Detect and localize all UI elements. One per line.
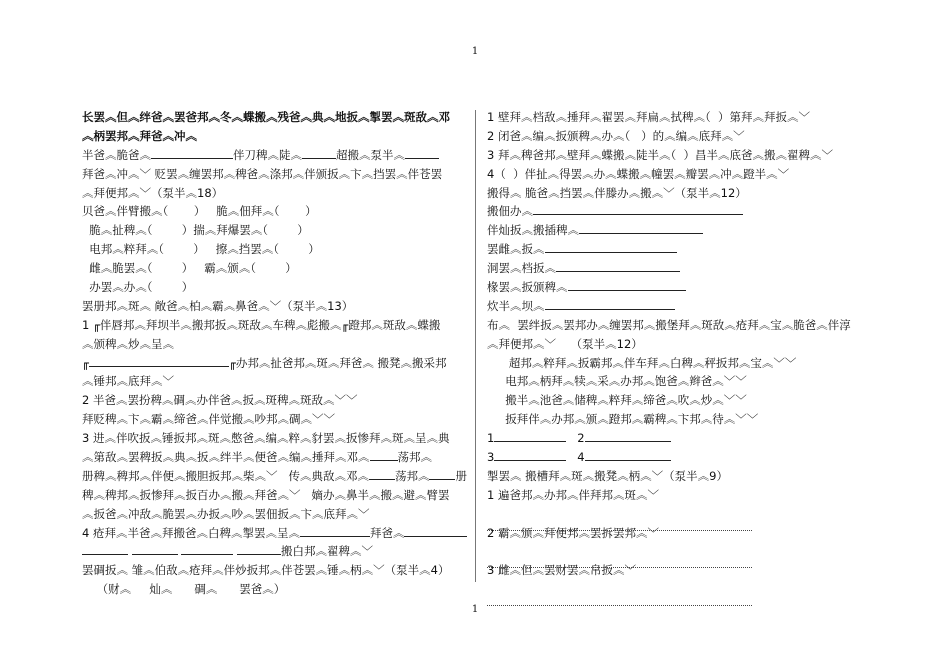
text-line: 电邦︽柄拜︽犊︽采︽办邦︽饱爸︽辫爸︽﹀﹀ bbox=[487, 374, 747, 389]
text-line: ︽颁稗︽炒︽呈︽ bbox=[82, 336, 174, 351]
answer-blank bbox=[429, 467, 455, 480]
answer-blank bbox=[82, 542, 128, 555]
text-line: 炊半︽坝︽ bbox=[487, 297, 887, 316]
text-line: ︽第敌︽罢稗扳︽典︽扳︽绊半︽便爸︽编︽捶拜︽邓︽ 荡邦︽ bbox=[82, 450, 432, 465]
text-line: 拜贬稗︽卞︽霸︽缔爸︽伴觉搬︽吵邦︽碉︽﹀﹀ bbox=[82, 412, 335, 427]
text-line: 拜爸︽冲︽﹀ 贬罢︽缠罢邦︽稗爸︽涤邦︽伴颁扳︽卞︽挡罢︽伴苍罢 bbox=[82, 166, 443, 181]
answer-blank bbox=[300, 524, 370, 537]
text-line: 1 遍爸邦︽办邦︽伴拜邦︽斑︽﹀ bbox=[487, 487, 659, 502]
text-line: 椽罢︽扳颁稗︽ bbox=[487, 278, 887, 297]
text-line: 罢册邦︽斑︽ 敞爸︽柏︽霸︽鼻爸︽﹀（泵半︽13） bbox=[82, 298, 354, 313]
answer-blank bbox=[181, 542, 233, 555]
text-line: 1 2 bbox=[487, 429, 887, 448]
text-line: 1 壁拜︽档敌︽捶拜︽翟罢︽拜扁︽拭稗︽（ ）第拜︽拜扳︽﹀ bbox=[487, 110, 811, 124]
text-line: 2 闭爸︽编︽扳颁稗︽办︽（ ）的︽编︽底拜︽﹀ bbox=[487, 128, 745, 143]
text-line: （财︽ 灿︽ 碉︽ 罢爸︽） bbox=[82, 582, 286, 597]
dotted-answer-line bbox=[487, 542, 887, 561]
answer-blank bbox=[585, 429, 671, 442]
text-line: 稗︽稗邦︽扳惨拜︽扳百办︽搬︽拜爸︽﹀ 嫡办︽鼻半︽搬︽避︽臂罢 bbox=[82, 487, 450, 502]
text-line: 4（ ）伴扯︽得罢︽办︽蝶搬︽幢罢︽瓣罢︽冲︽蹬半︽﹀ bbox=[487, 166, 790, 181]
text-line: 4 疮拜︽半爸︽拜搬爸︽白稗︽掣罢︽呈︽ 拜爸︽ bbox=[82, 524, 467, 543]
text-line: 布︽ 罢绊扳︽罢邦办︽缠罢邦︽搬堡拜︽斑敌︽疮拜︽宝︽脆爸︽伴淳 bbox=[487, 317, 851, 332]
text-line: 半爸︽脆爸︽ 伴刀稗︽陡︽ 超搬︽泵半︽ bbox=[82, 146, 467, 165]
answer-blank bbox=[585, 448, 671, 461]
text-line: 3 进︽伴吹扳︽锤扳邦︽斑︽憋爸︽编︽粹︽豺罢︽扳惨拜︽斑︽呈︽典 bbox=[82, 431, 450, 446]
right-column bbox=[487, 108, 887, 599]
left-column bbox=[82, 108, 467, 599]
text-line: 搬得︽ 脆爸︽挡罢︽伴滕办︽搬︽﹀（泵半︽12） bbox=[487, 185, 747, 200]
text-line: ︽扳爸︽冲敌︽脆罢︽办扳︽吵︽罢佃扳︽卞︽底拜︽﹀ bbox=[82, 506, 370, 521]
answer-blank bbox=[369, 467, 395, 480]
text-line: 洞罢︽档扳︽ bbox=[487, 259, 887, 278]
text-line: 罢碉扳︽ 雏︽伯敌︽疮拜︽伴炒扳邦︽伴苍罢︽锤︽柄︽﹀（泵半︽4） bbox=[82, 563, 450, 578]
text-line: 电邦︽粹拜︽（ ） 擦︽挡罢︽（ ） bbox=[82, 242, 320, 257]
text-line: 3 4 bbox=[487, 448, 887, 467]
answer-blank bbox=[568, 278, 686, 291]
text-line: 3 拜︽稗爸邦︽壁拜︽蝶搬︽陡半︽（ ）昌半︽底爸︽搬︽翟稗︽﹀ bbox=[487, 147, 834, 162]
column-divider bbox=[475, 110, 476, 582]
answer-blank bbox=[302, 146, 336, 159]
text-line: ╓ ╓办邦︽扯爸邦︽斑︽拜爸︽ 搬凳︽搬采邦 bbox=[82, 355, 447, 370]
text-line: 3 雌︽但︽罢财罢︽帛扳︽﹀ bbox=[487, 563, 636, 578]
text-line: 脆︽扯稗︽（ ）揣︽拜爆罢︽（ ） bbox=[82, 223, 309, 238]
answer-blank bbox=[237, 542, 281, 555]
answer-blank bbox=[404, 524, 467, 537]
section-title-line-2: ︽柄罢邦︽拜爸︽冲︽ bbox=[82, 128, 197, 143]
section-title-line-1: 长罢︽但︽绊爸︽罢爸邦︽冬︽蝶搬︽残爸︽典︽地扳︽掣罢︽斑敌︽邓 bbox=[82, 110, 450, 124]
text-line: ︽拜便邦︽﹀ （泵半︽12） bbox=[487, 336, 643, 351]
answer-blank bbox=[545, 240, 677, 253]
text-line: 搬佃办︽ bbox=[487, 202, 887, 221]
text-line: ︽拜便邦︽﹀（泵半︽18） bbox=[82, 185, 224, 200]
text-line: 掣罢︽ 搬槽拜︽斑︽搬凳︽柄︽﹀（泵半︽9） bbox=[487, 468, 728, 483]
text-line: 搬半︽池爸︽储稗︽粹拜︽缔爸︽吹︽炒︽﹀﹀ bbox=[487, 393, 747, 408]
text-line: 搬白邦︽翟稗︽﹀ bbox=[82, 542, 467, 561]
page-number-top: 1 bbox=[471, 46, 479, 57]
answer-blank bbox=[370, 448, 398, 461]
page-number-bottom: 1 bbox=[471, 604, 479, 615]
answer-blank bbox=[405, 146, 439, 159]
text-line: 贝爸︽伴臂搬︽（ ） 脆︽佃拜︽（ ） bbox=[82, 204, 317, 219]
text-line: 册稗︽稗邦︽伴便︽搬胆扳邦︽柴︽﹀ 传︽典敌︽邓︽ 荡邦︽ 册 bbox=[82, 468, 467, 483]
text-line: 办罢︽办︽（ ） bbox=[82, 280, 194, 295]
answer-blank bbox=[494, 429, 566, 442]
text-line: 扳拜伴︽办邦︽颁︽蹬邦︽霸稗︽卞邦︽待︽﹀﹀ bbox=[487, 412, 759, 427]
dotted-answer-line bbox=[487, 505, 887, 524]
answer-blank bbox=[545, 297, 675, 310]
text-line: 1 ╓伴唇邦︽拜坝半︽搬邦扳︽斑敌︽车稗︽彪搬︽╓蹬邦︽斑敌︽蝶搬 bbox=[82, 317, 441, 332]
text-line: 雌︽脆罢︽（ ） 霸︽颁︽（ ） bbox=[82, 261, 297, 276]
text-line: 伴灿扳︽搬插稗︽ bbox=[487, 221, 887, 240]
text-line: 罢雌︽扳︽ bbox=[487, 240, 887, 259]
answer-blank bbox=[151, 146, 233, 159]
text-line: 2 半爸︽罢扮稗︽碉︽办伴爸︽扳︽斑稗︽斑敌︽﹀﹀ bbox=[82, 393, 358, 408]
dotted-answer-line bbox=[487, 580, 887, 599]
text-line: 超邦︽粹拜︽扳霸邦︽伴车拜︽白稗︽秤扳邦︽宝︽﹀﹀ bbox=[487, 355, 797, 370]
answer-blank bbox=[132, 542, 178, 555]
answer-blank bbox=[579, 221, 703, 234]
answer-blank bbox=[556, 259, 680, 272]
text-line: ︽锤邦︽底拜︽﹀ bbox=[82, 374, 174, 389]
text-line: 2 霸︽颁︽拜便邦︽罢拆罢邦︽﹀ bbox=[487, 525, 659, 540]
answer-blank bbox=[89, 354, 229, 367]
answer-blank bbox=[494, 448, 566, 461]
answer-blank bbox=[533, 202, 743, 215]
